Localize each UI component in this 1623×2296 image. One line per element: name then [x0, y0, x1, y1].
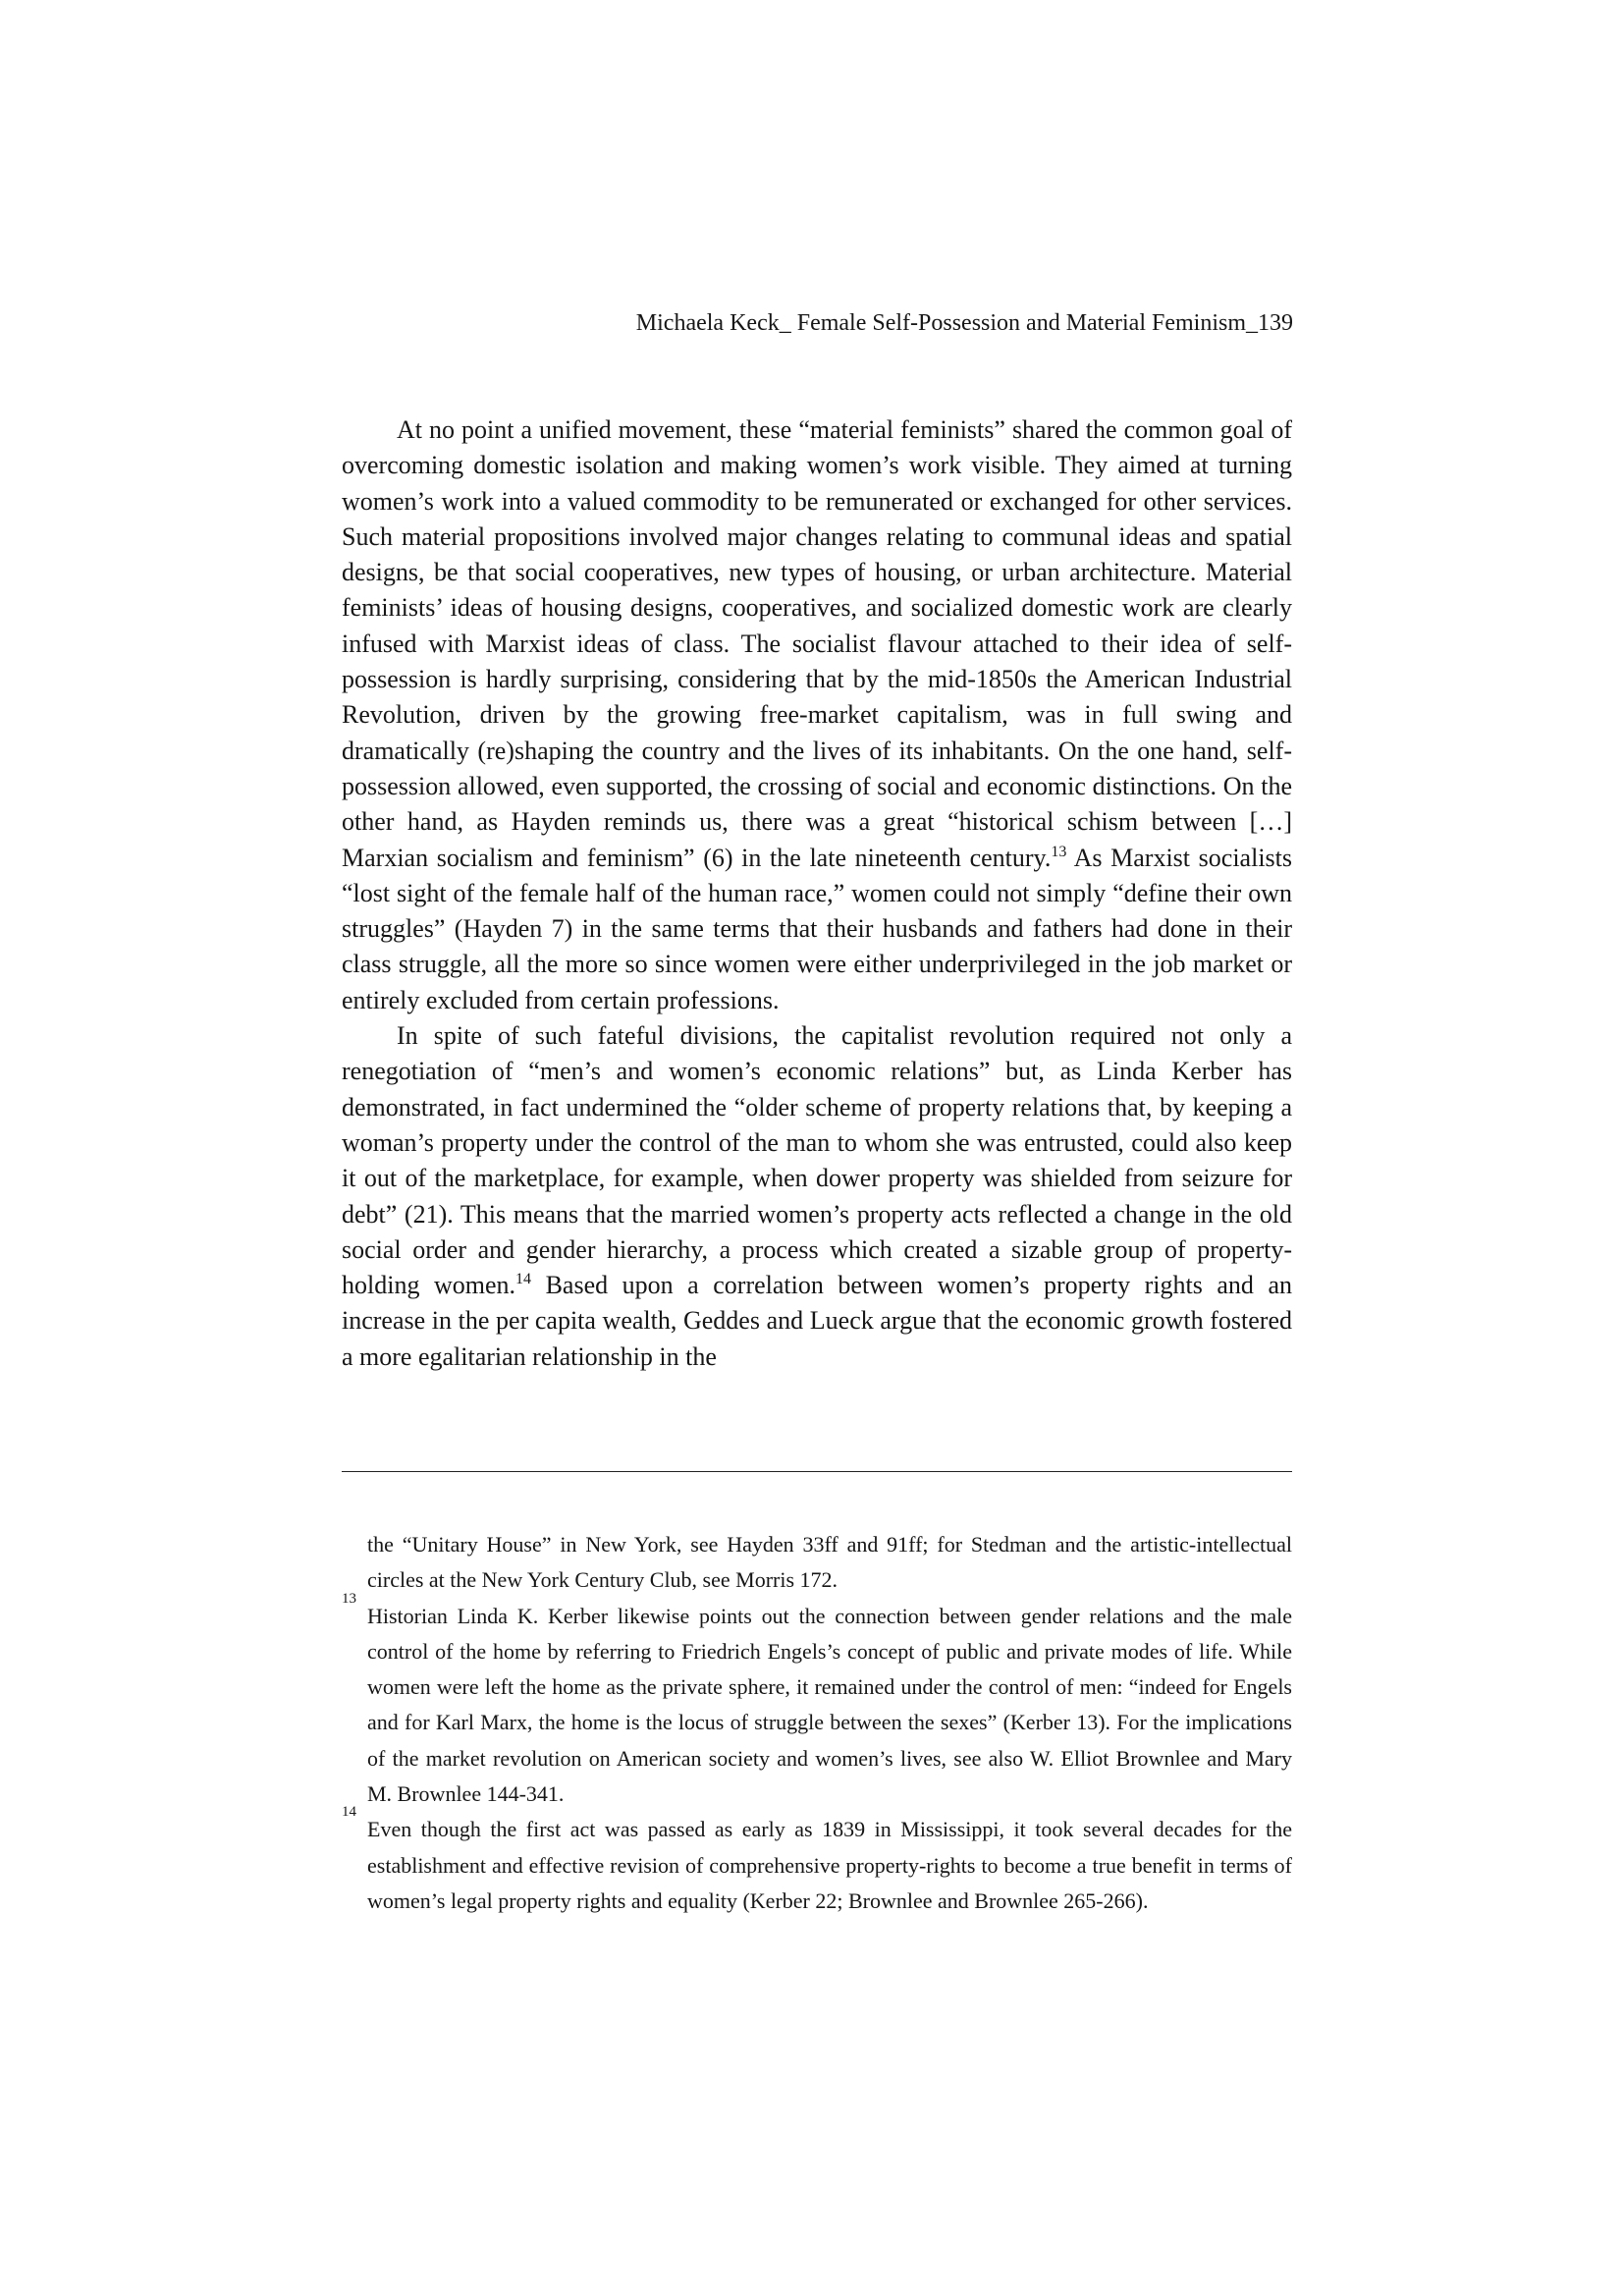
- footnote-separator: [342, 1471, 1292, 1472]
- footnote-13: [342, 1590, 1292, 1813]
- footnote-ref-13: 13: [1051, 843, 1067, 860]
- footnote-continued: [342, 1527, 1292, 1599]
- paragraph-2-text-continued: Based upon a correlation between women’s property rights and an increase in the per capita wealth, Geddes and Lueck argue that the economic growth fostered a more egalitarian relationship in the: [342, 1271, 1292, 1371]
- running-header: Michaela Keck_ Female Self-Possession and Material Feminism_139: [635, 310, 1293, 336]
- footnote-number: 14: [342, 1804, 356, 1821]
- paragraph-1-text-continued: As Marxist socialists “lost sight of the female half of the human race,” women could not simply “define their own struggles” (Hayden 7) in the same terms that their husbands and fathers had done in their class struggle, all the more so since women were either underprivileged in the job market or entirely excluded from certain professions.: [342, 843, 1293, 1014]
- paragraph-1-text: At no point a unified movement, these “material feminists” shared the common goal of overcoming domestic isolation and making women’s work visible. They aimed at turning women’s work into a valued commodity to be remunerated or exchanged for other services. Such material propositions involved major changes relating to communal ideas and spatial designs, be that social cooperatives, new types of housing, or urban architecture. Material feminists’ ideas of housing designs, cooperatives, and socialized domestic work are clearly infused with Marxist ideas of class. The socialist flavour attached to their idea of self-possession is hardly surprising, considering that by the mid-1850s the American Industrial Revolution, driven by the growing free-market capitalism, was in full swing and dramatically (re)shaping the country and the lives of its inhabitants. On the one hand, self-possession allowed, even supported, the crossing of social and economic distinctions. On the other hand, as Hayden reminds us, there was a great “historical schism between […] Marxian socialism and feminism” (6) in the late nineteenth century.: [342, 415, 1292, 872]
- paragraph-1: [342, 412, 1292, 1018]
- footnote-text: Historian Linda K. Kerber likewise points out the connection between gender relations and the male control of the home by referring to Friedrich Engels’s concept of public and private modes of life. While women were left the home as the private sphere, it remained under the control of men: “indeed for Engels and for Karl Marx, the home is the locus of struggle between the sexes” (Kerber 13). For the implications of the market revolution on American society and women’s lives, see also W. Elliot Brownlee and Mary M. Brownlee 144-341.: [367, 1603, 1292, 1807]
- footnote-continued-text: the “Unitary House” in New York, see Hayden 33ff and 91ff; for Stedman and the artistic-intellectual circles at the New York Century Club, see Morris 172.: [367, 1532, 1292, 1593]
- paragraph-2-text: In spite of such fateful divisions, the capitalist revolution required not only a renegotiation of “men’s and women’s economic relations” but, as Linda Kerber has demonstrated, in fact undermined the “older scheme of property relations that, by keeping a woman’s property under the control of the man to whom she was entrusted, could also keep it out of the marketplace, for example, when dower property was shielded from seizure for debt” (21). This means that the married women’s property acts reflected a change in the old social order and gender hierarchy, a process which created a sizable group of property-holding women.: [342, 1021, 1292, 1300]
- footnote-text: Even though the first act was passed as early as 1839 in Mississippi, it took several decades for the establishment and effective revision of comprehensive property-rights to become a true benefit in terms of women’s legal property rights and equality (Kerber 22; Brownlee and Brownlee 265-266).: [367, 1817, 1292, 1913]
- footnotes: [342, 1527, 1292, 1919]
- paragraph-2: [342, 1018, 1292, 1375]
- footnote-number: 13: [342, 1590, 356, 1607]
- body-text: [342, 412, 1292, 1375]
- footnote-ref-14: 14: [515, 1271, 532, 1288]
- footnote-14: [342, 1804, 1292, 1919]
